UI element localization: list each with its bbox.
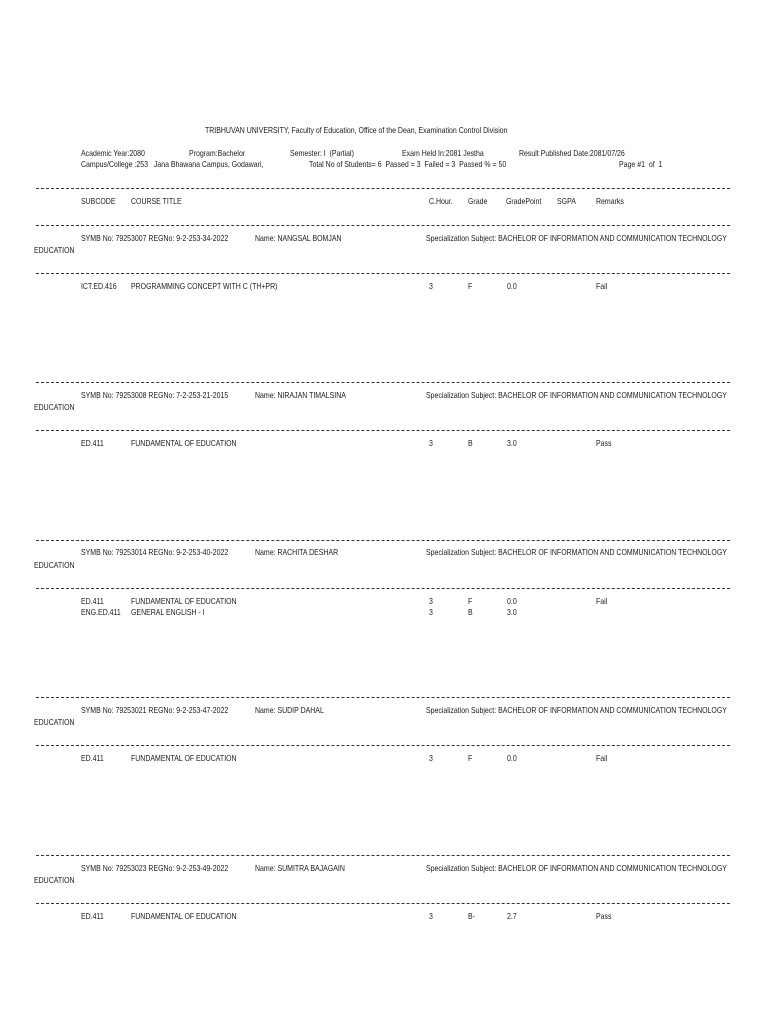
course-title: FUNDAMENTAL OF EDUCATION <box>131 911 237 921</box>
page-number: Page #1 of 1 <box>619 159 663 169</box>
divider <box>36 273 730 274</box>
credit-hour: 3 <box>429 281 433 291</box>
credit-hour: 3 <box>429 438 433 448</box>
grade: B <box>468 607 473 617</box>
grade: F <box>468 753 473 763</box>
grade: B- <box>468 911 475 921</box>
divider <box>36 745 730 746</box>
divider <box>36 382 730 383</box>
grade: B <box>468 438 473 448</box>
specialization: Specialization Subject: BACHELOR OF INFORMATION AND COMMUNICATION TECHNOLOGY <box>426 233 727 243</box>
col-subcode: SUBCODE <box>81 196 116 206</box>
divider <box>36 430 730 431</box>
credit-hour: 3 <box>429 753 433 763</box>
symbol-regno: SYMB No: 79253007 REGNo: 9-2-253-34-2022 <box>81 233 229 243</box>
academic-year: Academic Year:2080 <box>81 148 145 158</box>
course-title: FUNDAMENTAL OF EDUCATION <box>131 753 237 763</box>
course-code: ICT.ED.416 <box>81 281 117 291</box>
divider <box>36 225 730 226</box>
course-title: FUNDAMENTAL OF EDUCATION <box>131 438 237 448</box>
course-code: ED.411 <box>81 911 104 921</box>
remarks: Fail <box>596 281 608 291</box>
grade-point: 3.0 <box>507 607 517 617</box>
program: Program:Bachelor <box>189 148 246 158</box>
divider <box>36 903 730 904</box>
specialization: Specialization Subject: BACHELOR OF INFORMATION AND COMMUNICATION TECHNOLOGY <box>426 390 727 400</box>
divider <box>36 855 730 856</box>
credit-hour: 3 <box>429 607 433 617</box>
specialization-cont: EDUCATION <box>34 717 75 727</box>
student-name: Name: NANGSAL BOMJAN <box>255 233 342 243</box>
exam-held: Exam Held In:2081 Jestha <box>402 148 484 158</box>
symbol-regno: SYMB No: 79253023 REGNo: 9-2-253-49-2022 <box>81 863 229 873</box>
divider <box>36 540 730 541</box>
divider <box>36 588 730 589</box>
credit-hour: 3 <box>429 911 433 921</box>
totals-summary: Total No of Students= 6 Passed = 3 Failed = 3 Passed % = 50 <box>309 159 507 169</box>
symbol-regno: SYMB No: 79253021 REGNo: 9-2-253-47-2022 <box>81 705 229 715</box>
semester: Semester: I (Partial) <box>290 148 354 158</box>
remarks: Pass <box>596 911 612 921</box>
divider <box>36 697 730 698</box>
student-name: Name: SUDIP DAHAL <box>255 705 324 715</box>
specialization-cont: EDUCATION <box>34 245 75 255</box>
grade: F <box>468 596 473 606</box>
course-title: GENERAL ENGLISH - I <box>131 607 205 617</box>
specialization-cont: EDUCATION <box>34 402 75 412</box>
col-course-title: COURSE TITLE <box>131 196 182 206</box>
remarks: Fail <box>596 753 608 763</box>
specialization: Specialization Subject: BACHELOR OF INFORMATION AND COMMUNICATION TECHNOLOGY <box>426 705 727 715</box>
remarks: Fail <box>596 596 608 606</box>
col-gradepoint: GradePoint <box>506 196 542 206</box>
remarks: Pass <box>596 438 612 448</box>
grade-point: 2.7 <box>507 911 517 921</box>
specialization: Specialization Subject: BACHELOR OF INFORMATION AND COMMUNICATION TECHNOLOGY <box>426 547 727 557</box>
result-published-date: Result Published Date:2081/07/26 <box>519 148 625 158</box>
student-name: Name: RACHITA DESHAR <box>255 547 339 557</box>
student-name: Name: NIRAJAN TIMALSINA <box>255 390 346 400</box>
specialization-cont: EDUCATION <box>34 560 75 570</box>
specialization-cont: EDUCATION <box>34 875 75 885</box>
col-sgpa: SGPA <box>557 196 576 206</box>
symbol-regno: SYMB No: 79253014 REGNo: 9-2-253-40-2022 <box>81 547 229 557</box>
grade-point: 0.0 <box>507 596 517 606</box>
campus-college: Campus/College :253 Jana Bhawana Campus, Godawari, <box>81 159 264 169</box>
course-code: ED.411 <box>81 438 104 448</box>
course-code: ENG.ED.411 <box>81 607 121 617</box>
grade: F <box>468 281 473 291</box>
col-remarks: Remarks <box>596 196 624 206</box>
divider <box>36 188 730 189</box>
course-title: PROGRAMMING CONCEPT WITH C (TH+PR) <box>131 281 278 291</box>
col-chour: C.Hour. <box>429 196 453 206</box>
specialization: Specialization Subject: BACHELOR OF INFORMATION AND COMMUNICATION TECHNOLOGY <box>426 863 727 873</box>
grade-point: 3.0 <box>507 438 517 448</box>
document-title: TRIBHUVAN UNIVERSITY, Faculty of Education, Office of the Dean, Examination Control Division <box>205 125 508 135</box>
credit-hour: 3 <box>429 596 433 606</box>
student-name: Name: SUMITRA BAJAGAIN <box>255 863 345 873</box>
grade-point: 0.0 <box>507 753 517 763</box>
course-title: FUNDAMENTAL OF EDUCATION <box>131 596 237 606</box>
col-grade: Grade <box>468 196 488 206</box>
course-code: ED.411 <box>81 596 104 606</box>
grade-point: 0.0 <box>507 281 517 291</box>
symbol-regno: SYMB No: 79253008 REGNo: 7-2-253-21-2015 <box>81 390 229 400</box>
course-code: ED.411 <box>81 753 104 763</box>
